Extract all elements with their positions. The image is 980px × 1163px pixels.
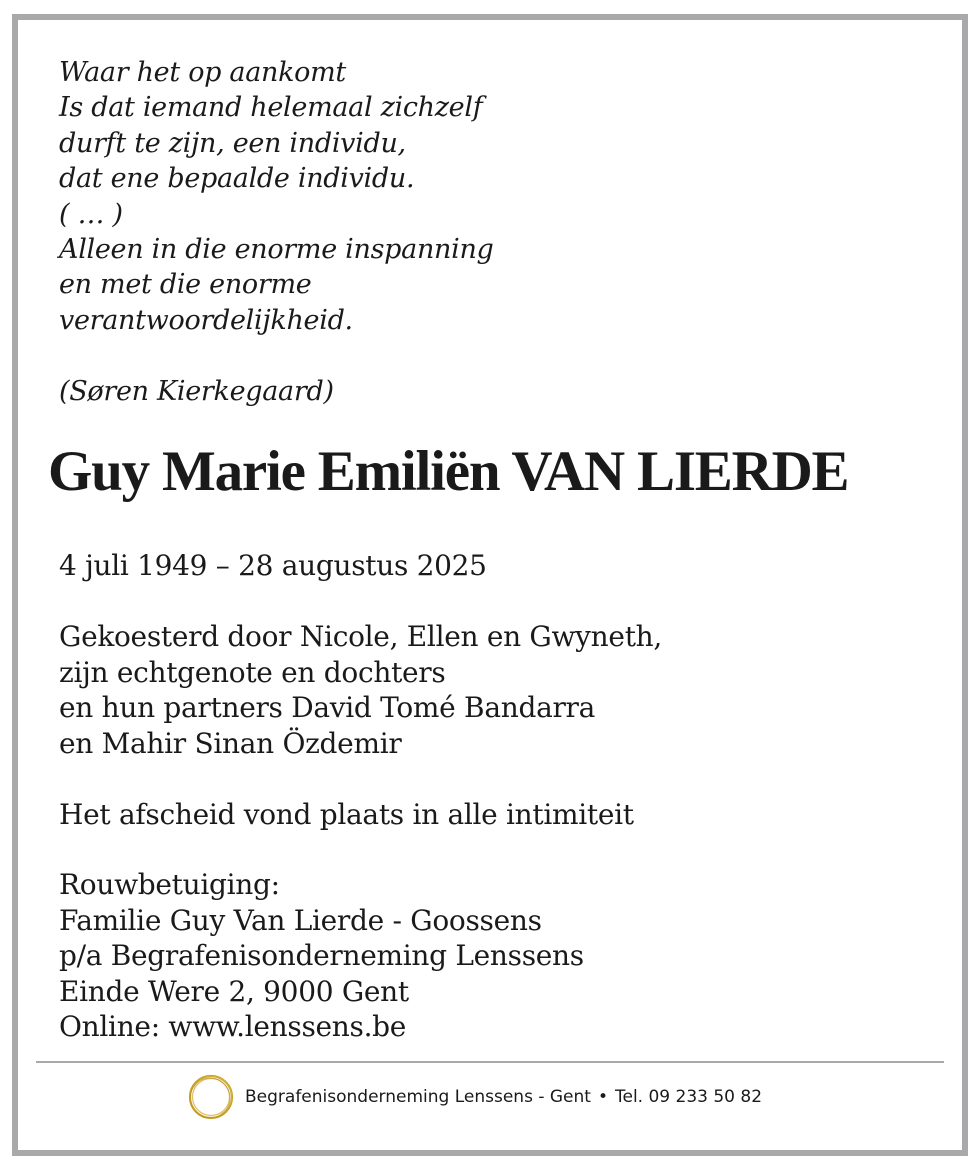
poem-line: ( … ) xyxy=(59,198,123,230)
condolences-line: p/a Begrafenisonderneming Lenssens xyxy=(59,939,584,972)
life-dates xyxy=(59,548,487,584)
footer-phone[interactable]: Tel. 09 233 50 82 xyxy=(614,1087,763,1107)
condolences-heading: Rouwbetuiging: xyxy=(59,868,280,901)
footer-separator: • xyxy=(597,1087,608,1107)
condolences-address: Einde Were 2, 9000 Gent xyxy=(59,974,409,1008)
poem-line: Waar het op aankomt xyxy=(59,57,346,88)
footer xyxy=(186,1072,762,1122)
farewell-section xyxy=(59,797,634,833)
poem-line: en met die enorme xyxy=(59,269,312,301)
condolences-section xyxy=(59,867,584,1045)
poem-line: dat ene bepaalde individu. xyxy=(59,163,415,195)
poem xyxy=(59,55,494,409)
family-section xyxy=(59,619,662,761)
poem-attribution: (Søren Kierkegaard) xyxy=(59,375,334,407)
family-line: en hun partners David Tomé Bandarra xyxy=(59,691,596,724)
condolences-line: Familie Guy Van Lierde - Goossens xyxy=(59,903,542,937)
life-dates-text: 4 juli 1949 – 28 augustus 2025 xyxy=(59,549,487,582)
poem-spacer xyxy=(59,338,494,373)
poem-line: Alleen in die enorme inspanning xyxy=(59,234,494,266)
footer-company: Begrafenisonderneming Lenssens - Gent xyxy=(245,1087,591,1107)
deceased-name: Guy Marie Emiliën VAN LIERDE xyxy=(48,440,849,503)
family-line: Gekoesterd door Nicole, Ellen en Gwyneth, xyxy=(59,620,662,653)
family-line: en Mahir Sinan Özdemir xyxy=(59,726,402,760)
poem-line: verantwoordelijkheid. xyxy=(59,304,353,336)
poem-line: durft te zijn, een individu, xyxy=(59,127,406,159)
family-line: zijn echtgenote en dochters xyxy=(59,655,446,689)
footer-divider xyxy=(36,1061,944,1063)
farewell-text: Het afscheid vond plaats in alle intimiteit xyxy=(59,798,634,831)
gold-ring-logo-icon xyxy=(186,1072,236,1122)
condolences-website[interactable]: Online: www.lenssens.be xyxy=(59,1010,407,1043)
poem-line: Is dat iemand helemaal zichzelf xyxy=(59,92,483,124)
